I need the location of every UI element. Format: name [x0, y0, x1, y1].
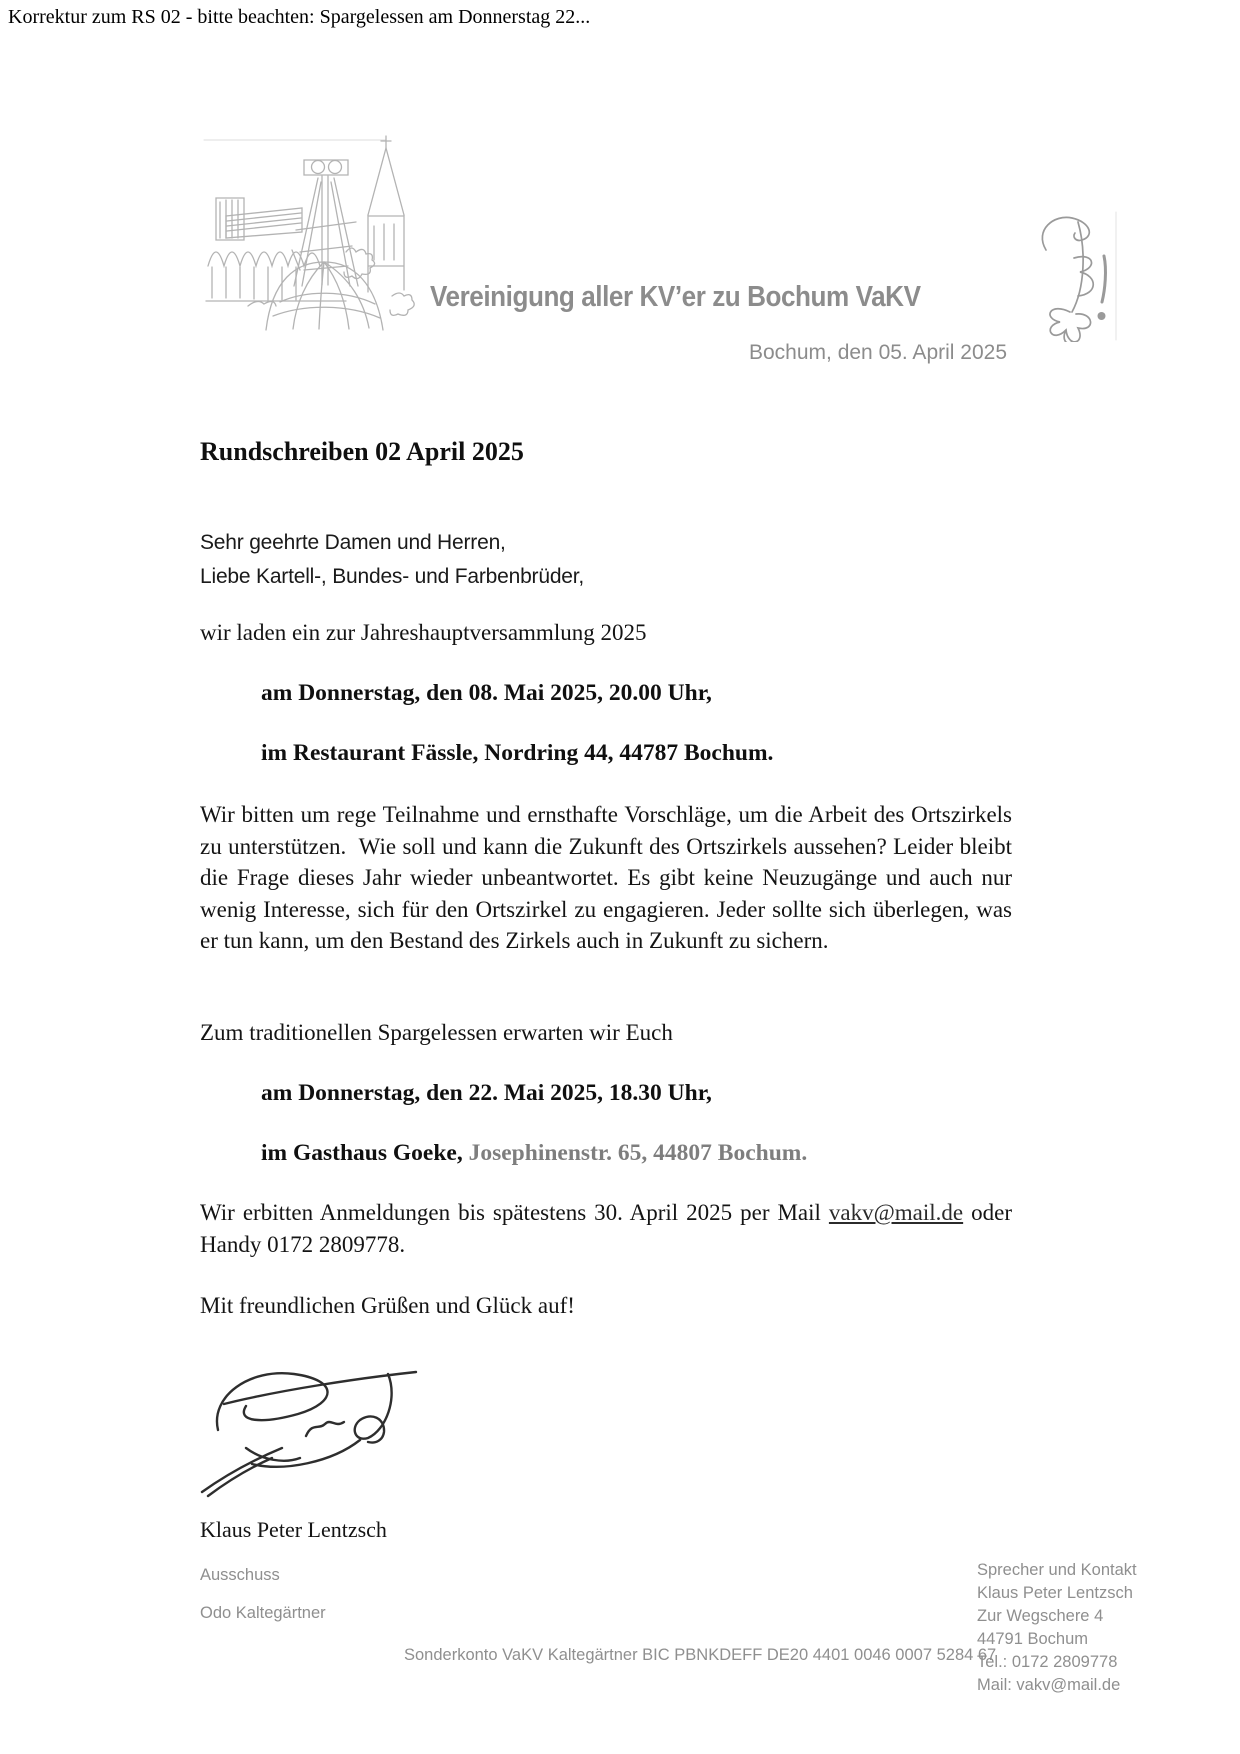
footer-contact-city: 44791 Bochum	[977, 1630, 1088, 1648]
footer-contact-street: Zur Wegschere 4	[977, 1607, 1104, 1625]
footer-bank-line: Sonderkonto VaKV Kaltegärtner BIC PBNKDEFF DE20 4401 0046 0007 5284 67	[404, 1646, 997, 1664]
event1-date: am Donnerstag, den 08. Mai 2025, 20.00 Uhr,	[261, 680, 712, 706]
dateline: Bochum, den 05. April 2025	[748, 341, 1007, 364]
org-name: Vereinigung aller KV’er zu Bochum VaKV	[430, 281, 921, 313]
salutation-line-1: Sehr geehrte Damen und Herren,	[200, 531, 506, 554]
rsvp-paragraph	[200, 1197, 1012, 1261]
paragraph-main: Wir bitten um rege Teilnahme und ernsthafte Vorschläge, um die Arbeit des Ortszirkels zu unterstützen. Wie soll und kann die Zukunft des Ortszirkels aussehen? Leider bleibt die Frage dieses Jahr wieder unbeantwortet. Es gibt keine Neuzugänge und auch nur wenig Interesse, sich für den Ortszirkel zu engagieren. Jeder sollte sich überlegen, was er tun kann, um den Bestand des Zirkels auch in Zukunft zu sichern.	[200, 802, 1012, 953]
event2-location	[261, 1140, 807, 1167]
fraternity-cipher-icon	[1032, 210, 1117, 342]
footer-contact-mail: Mail: vakv@mail.de	[977, 1676, 1121, 1694]
intro-line: wir laden ein zur Jahreshauptversammlung 2025	[200, 620, 647, 645]
rsvp-text-before: Wir erbitten Anmeldungen bis spätestens 30. April 2025 per Mail	[200, 1200, 829, 1225]
footer-contact-phone: Tel.: 0172 2809778	[977, 1653, 1118, 1671]
footer-committee-name: Odo Kaltegärtner	[200, 1604, 326, 1622]
paragraph-spargelessen: Zum traditionellen Spargelessen erwarten wir Euch	[200, 1020, 673, 1045]
footer-committee-title: Ausschuss	[200, 1566, 280, 1584]
salutation	[200, 526, 584, 594]
signature-image	[188, 1338, 438, 1503]
letter-heading: Rundschreiben 02 April 2025	[200, 437, 524, 466]
window-title: Korrektur zum RS 02 - bitte beachten: Spargelessen am Donnerstag 22...	[8, 6, 591, 28]
salutation-line-2: Liebe Kartell-, Bundes- und Farbenbrüder,	[200, 565, 585, 588]
rsvp-text-after: oder Handy 0172 2809778.	[200, 1200, 1012, 1257]
signature-icon	[188, 1338, 438, 1503]
footer-contact-block	[977, 1559, 1137, 1697]
event2-date: am Donnerstag, den 22. Mai 2025, 18.30 Uhr,	[261, 1080, 712, 1106]
event2-location-venue: im Gasthaus Goeke,	[261, 1140, 469, 1166]
event2-location-address-correction: Josephinenstr. 65, 44807 Bochum.	[468, 1140, 808, 1166]
bochum-skyline-logo	[196, 120, 424, 332]
footer-contact-name: Klaus Peter Lentzsch	[977, 1584, 1133, 1602]
bochum-skyline-icon	[196, 120, 424, 332]
footer-contact-title: Sprecher und Kontakt	[977, 1561, 1137, 1579]
event1-location: im Restaurant Fässle, Nordring 44, 44787 Bochum.	[261, 740, 774, 766]
signer-name: Klaus Peter Lentzsch	[200, 1517, 387, 1542]
closing-line: Mit freundlichen Grüßen und Glück auf!	[200, 1293, 575, 1318]
email-link[interactable]: vakv@mail.de	[828, 1200, 964, 1225]
